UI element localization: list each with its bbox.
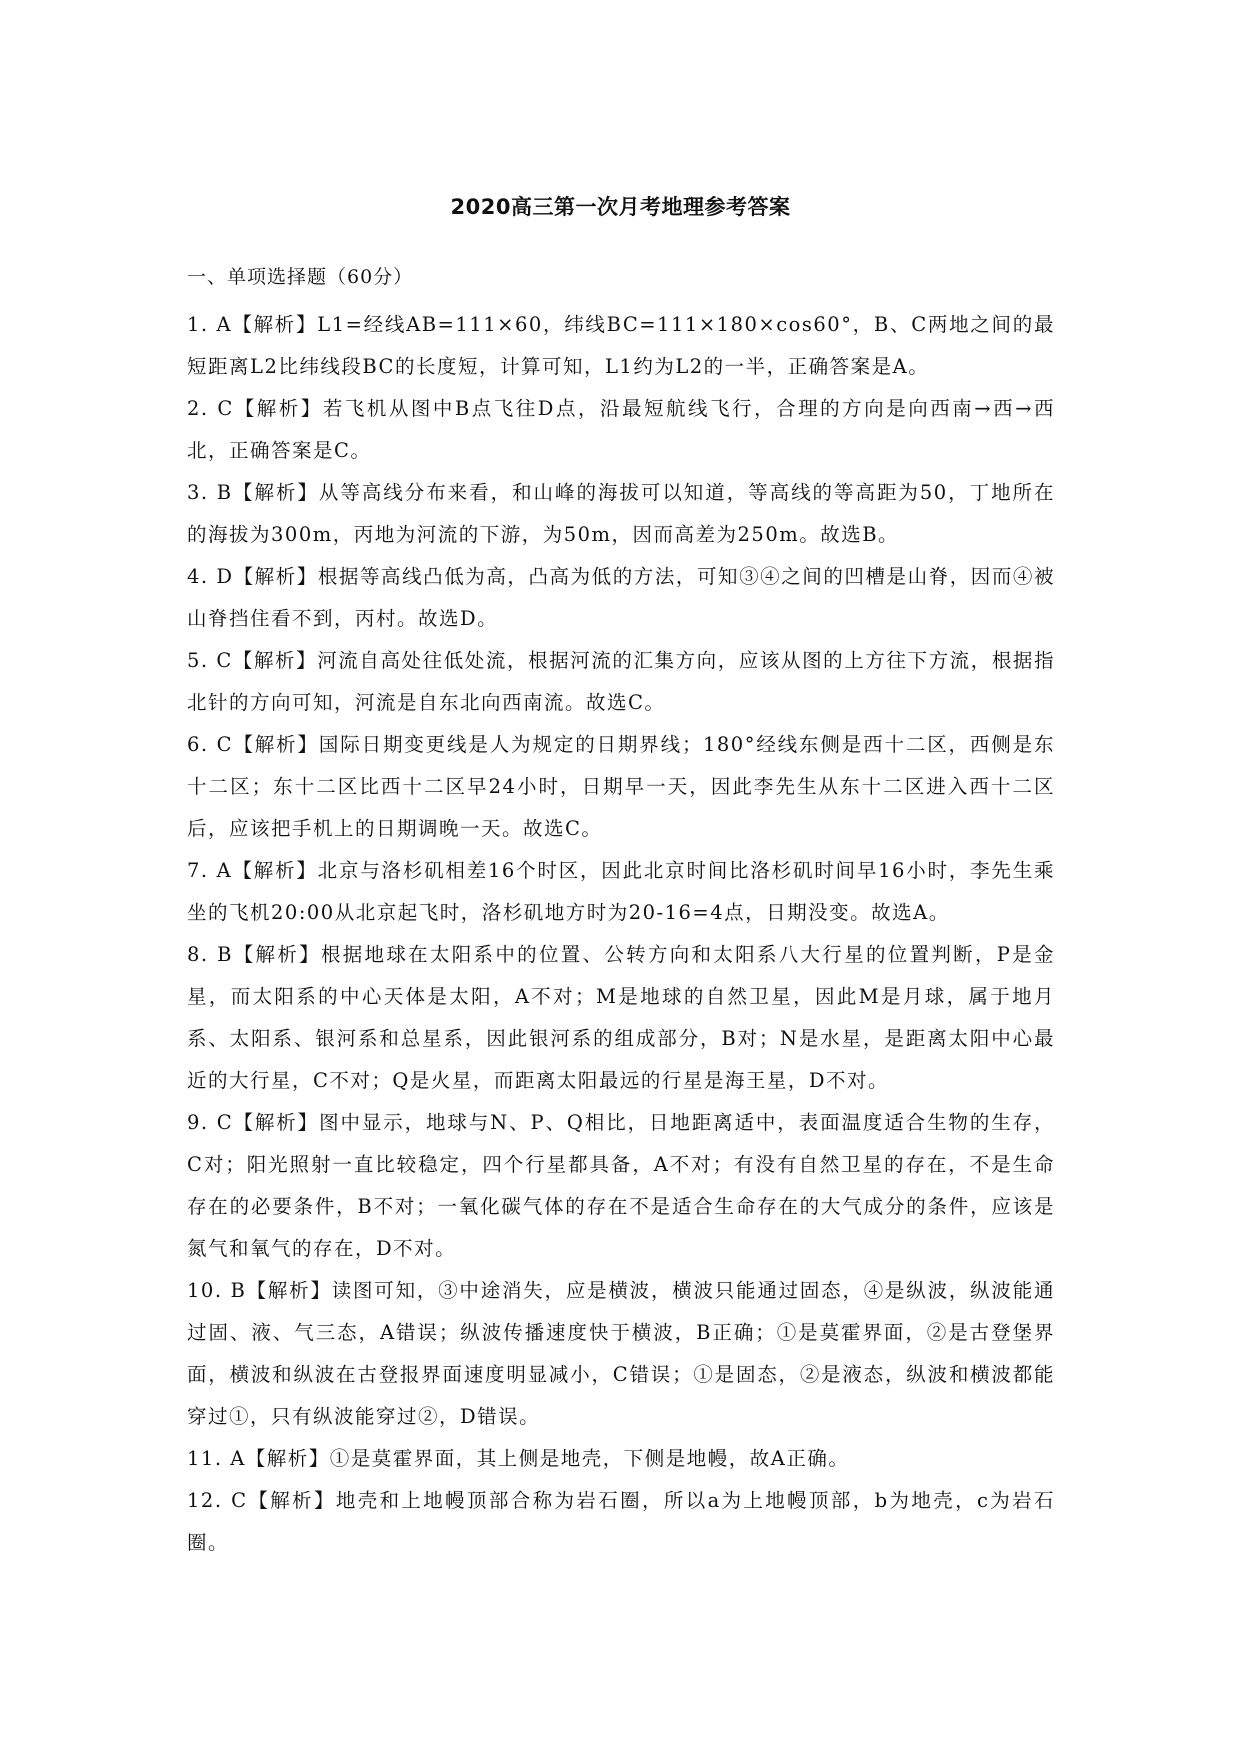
answer-item-3: 3. B【解析】从等高线分布来看，和山峰的海拔可以知道，等高线的等高距为50，丁地所在的海拔为300m，丙地为河流的下游，为50m，因而高差为250m。故选B。 xyxy=(187,481,1055,546)
answer-item-11: 11. A【解析】①是莫霍界面，其上侧是地壳，下侧是地幔，故A正确。 xyxy=(187,1447,850,1470)
section-heading: 一、单项选择题（60分） xyxy=(187,266,414,288)
document-title: 2020高三第一次月考地理参考答案 xyxy=(450,195,791,219)
answer-item-9: 9. C【解析】图中显示，地球与N、P、Q相比，日地距离适中，表面温度适合生物的生存，C对；阳光照射一直比较稳定，四个行星都具备，A不对；有没有自然卫星的存在，不是生命存在的必要条件，B不对；一氧化碳气体的存在不是适合生命存在的大气成分的条件，应该是氮气和氧气的存在，D不对。 xyxy=(187,1111,1055,1260)
answer-item-2: 2. C【解析】若飞机从图中B点飞往D点，沿最短航线飞行，合理的方向是向西南→西→西北，正确答案是C。 xyxy=(187,397,1055,462)
answer-item-12: 12. C【解析】地壳和上地幔顶部合称为岩石圈，所以a为上地幔顶部，b为地壳，c为岩石圈。 xyxy=(187,1489,1055,1554)
answer-item-6: 6. C【解析】国际日期变更线是人为规定的日期界线；180°经线东侧是西十二区，西侧是东十二区；东十二区比西十二区早24小时，日期早一天，因此李先生从东十二区进入西十二区后，应该把手机上的日期调晚一天。故选C。 xyxy=(187,733,1055,840)
answer-item-1: 1. A【解析】L1=经线AB=111×60，纬线BC=111×180×cos60°，B、C两地之间的最短距离L2比纬线段BC的长度短，计算可知，L1约为L2的一半，正确答案是A。 xyxy=(187,313,1055,378)
answer-item-8: 8. B【解析】根据地球在太阳系中的位置、公转方向和太阳系八大行星的位置判断，P是金星，而太阳系的中心天体是太阳，A不对；M是地球的自然卫星，因此M是月球，属于地月系、太阳系、银河系和总星系，因此银河系的组成部分，B对；N是水星，是距离太阳中心最近的大行星，C不对；Q是火星，而距离太阳最远的行星是海王星，D不对。 xyxy=(187,943,1055,1092)
answer-item-5: 5. C【解析】河流自高处往低处流，根据河流的汇集方向，应该从图的上方往下方流，根据指北针的方向可知，河流是自东北向西南流。故选C。 xyxy=(187,649,1055,714)
answer-item-4: 4. D【解析】根据等高线凸低为高，凸高为低的方法，可知③④之间的凹槽是山脊，因而④被山脊挡住看不到，丙村。故选D。 xyxy=(187,565,1055,630)
answer-list xyxy=(187,304,1055,1564)
answer-item-10: 10. B【解析】读图可知，③中途消失，应是横波，横波只能通过固态，④是纵波，纵波能通过固、液、气三态，A错误；纵波传播速度快于横波，B正确；①是莫霍界面，②是古登堡界面，横波和纵波在古登报界面速度明显减小，C错误；①是固态，②是液态，纵波和横波都能穿过①，只有纵波能穿过②，D错误。 xyxy=(187,1279,1055,1428)
answer-item-7: 7. A【解析】北京与洛杉矶相差16个时区，因此北京时间比洛杉矶时间早16小时，李先生乘坐的飞机20:00从北京起飞时，洛杉矶地方时为20-16=4点，日期没变。故选A。 xyxy=(187,859,1055,924)
